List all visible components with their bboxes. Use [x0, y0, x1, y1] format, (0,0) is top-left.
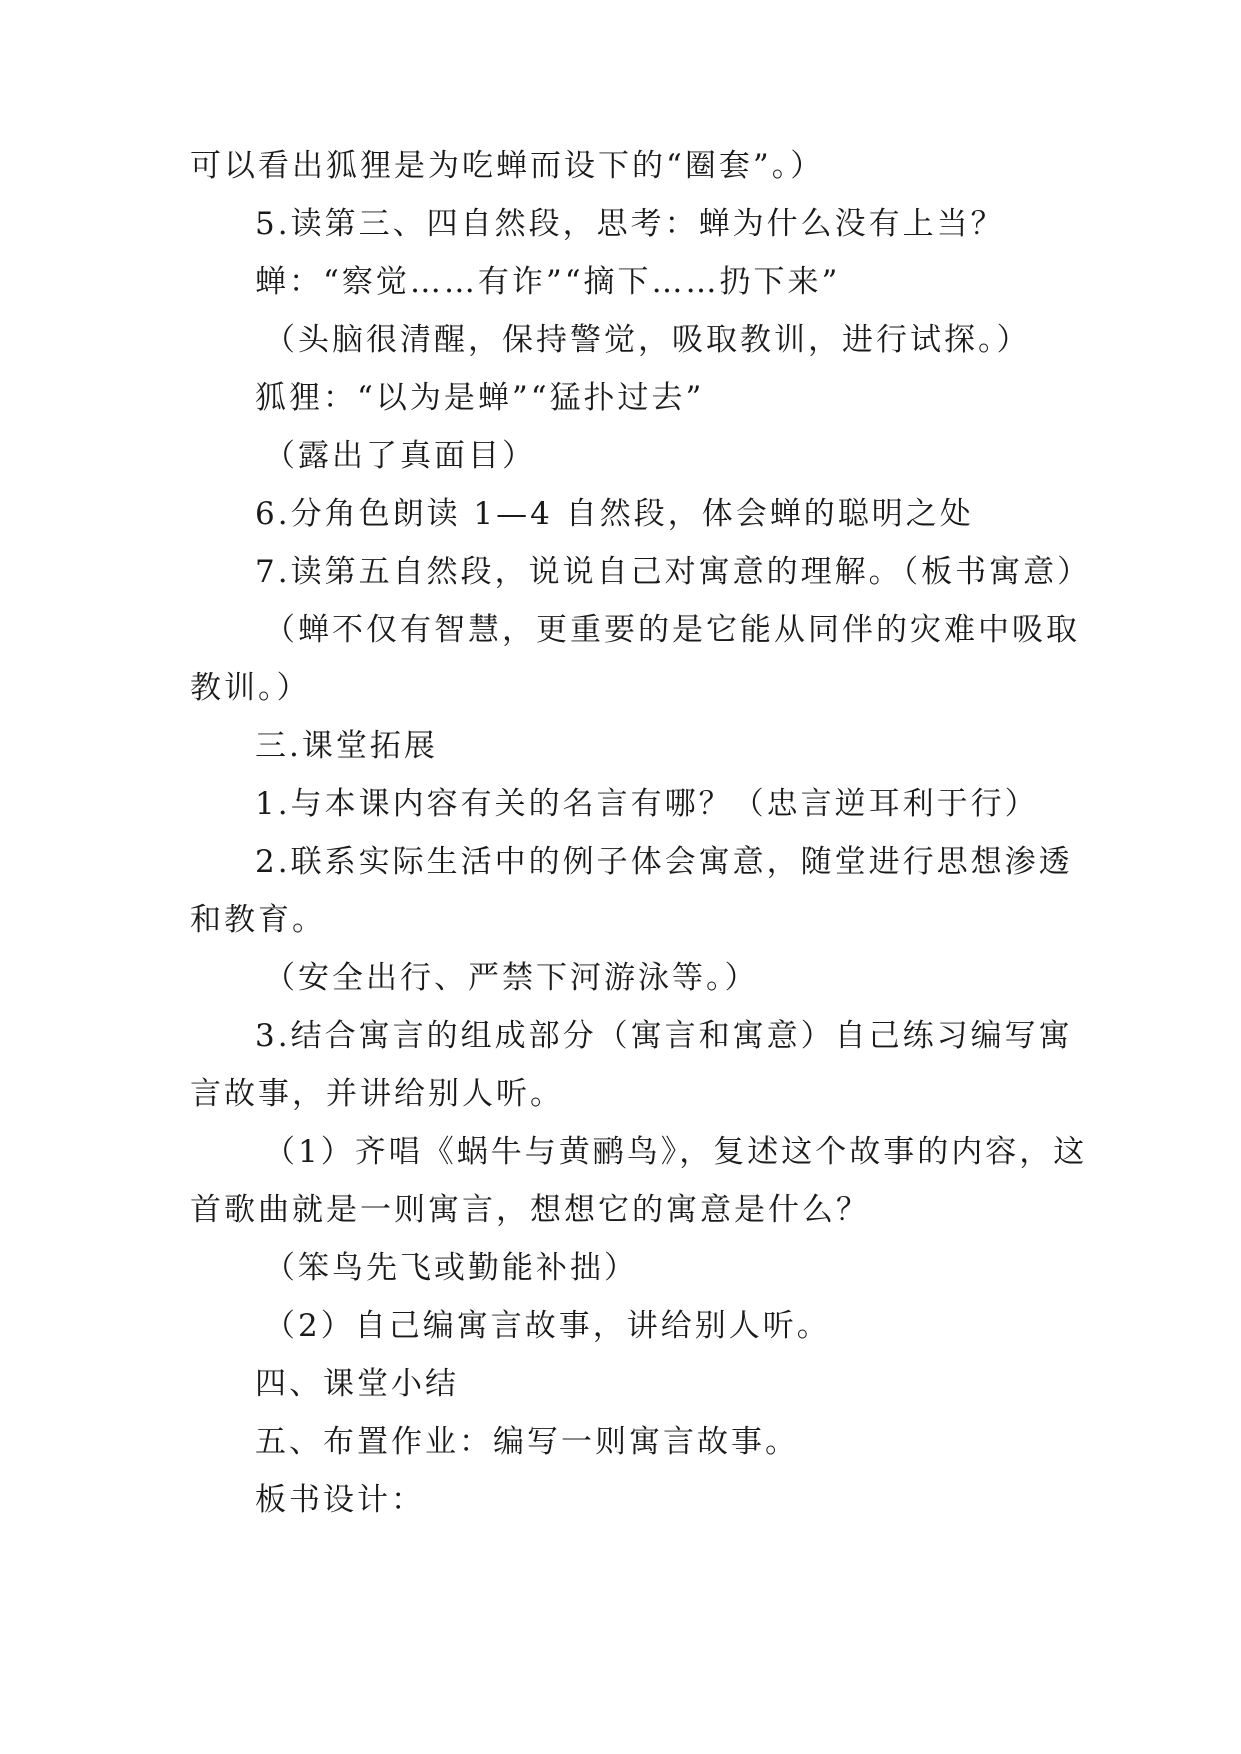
- section-heading: 三.课堂拓展: [255, 728, 438, 764]
- text-line: （露出了真面目）: [264, 438, 536, 474]
- text-line: 6.分角色朗读 1—4 自然段，体会蝉的聪明之处: [255, 496, 974, 532]
- text-line: 首歌曲就是一则寓言，想想它的寓意是什么？: [190, 1192, 870, 1228]
- text-line: （2）自己编寓言故事，讲给别人听。: [264, 1308, 831, 1344]
- text-line: 和教育。: [190, 902, 326, 938]
- text-line: 2.联系实际生活中的例子体会寓意，随堂进行思想渗透: [255, 844, 1073, 880]
- text-line: 蝉：“察觉……有诈”“摘下……扔下来”: [255, 264, 841, 300]
- text-line: （1）齐唱《蜗牛与黄鹂鸟》，复述这个故事的内容，这: [264, 1134, 1088, 1170]
- text-line: （蝉不仅有智慧，更重要的是它能从同伴的灾难中吸取: [264, 612, 1080, 648]
- text-line: （头脑很清醒，保持警觉，吸取教训，进行试探。）: [264, 322, 1031, 358]
- section-heading: 五、布置作业：编写一则寓言故事。: [255, 1424, 799, 1460]
- text-line: 1.与本课内容有关的名言有哪？（忠言逆耳利于行）: [255, 786, 1039, 822]
- text-line: 7.读第五自然段，说说自己对寓意的理解。（板书寓意）: [255, 554, 1092, 590]
- text-line: 言故事，并讲给别人听。: [190, 1076, 564, 1112]
- text-line: 3.结合寓言的组成部分（寓言和寓意）自己练习编写寓: [255, 1018, 1073, 1054]
- section-heading: 板书设计：: [255, 1482, 425, 1518]
- text-line: （笨鸟先飞或勤能补拙）: [264, 1250, 638, 1286]
- text-line: 5.读第三、四自然段，思考：蝉为什么没有上当？: [255, 206, 1005, 242]
- text-line: 可以看出狐狸是为吃蝉而设下的“圈套”。）: [190, 148, 825, 184]
- section-heading: 四、课堂小结: [255, 1366, 459, 1402]
- text-line: （安全出行、严禁下河游泳等。）: [264, 960, 759, 996]
- text-line: 教训。）: [190, 670, 311, 706]
- text-line: 狐狸：“以为是蝉”“猛扑过去”: [255, 380, 705, 416]
